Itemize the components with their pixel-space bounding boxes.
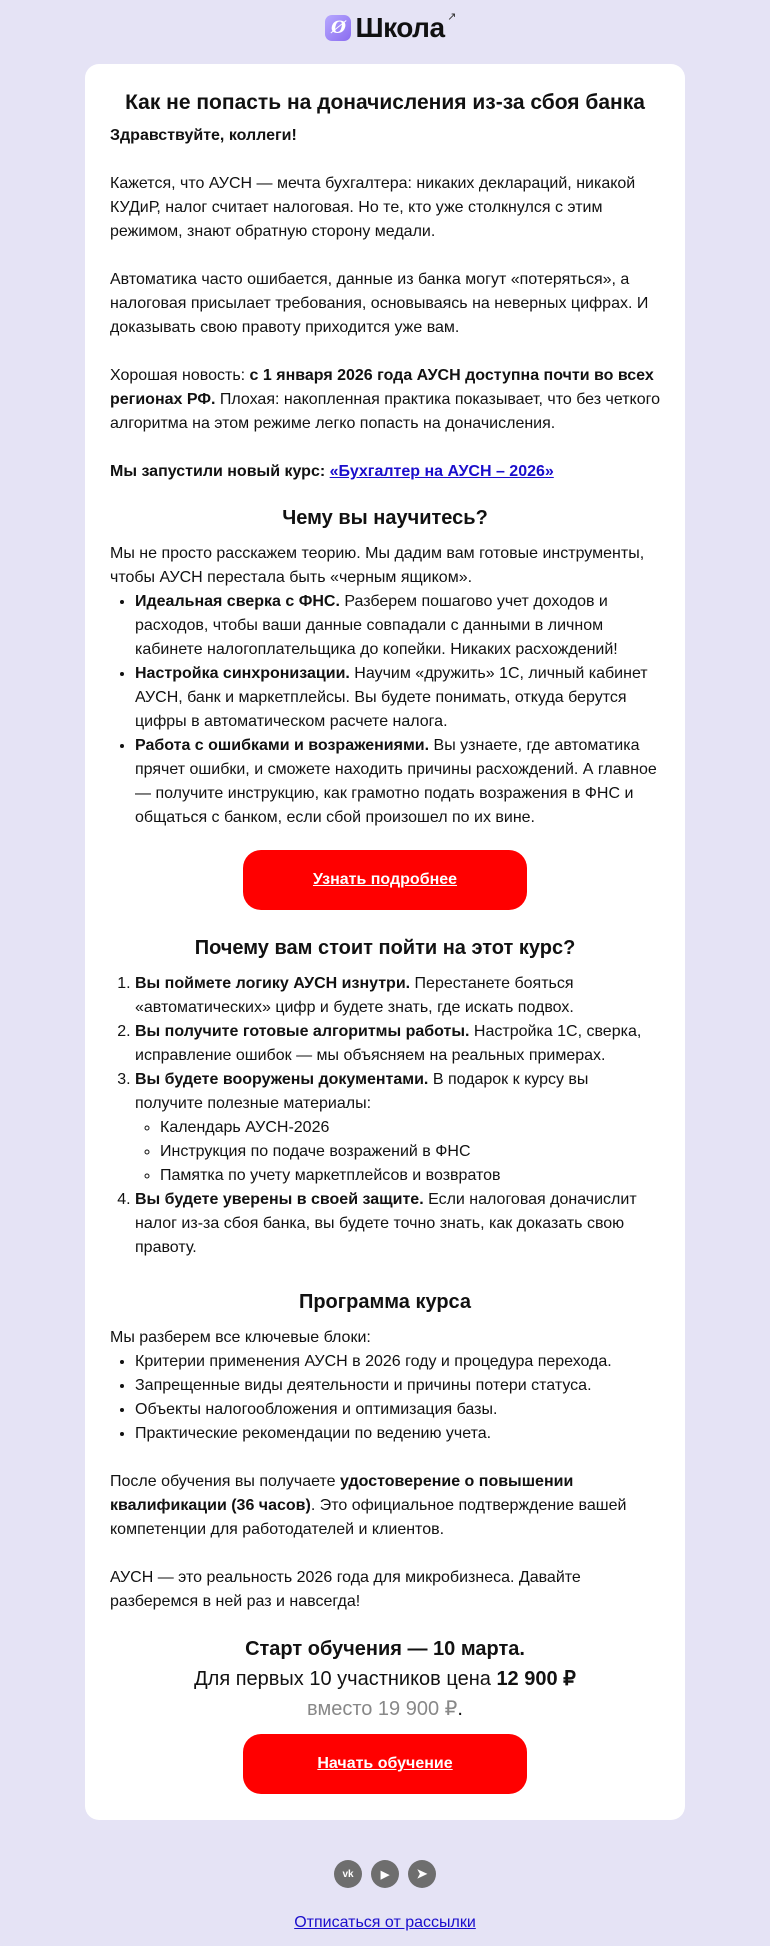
learn-title: Чему вы научитесь? [282, 507, 488, 529]
item-text: Вы узнаете, где автоматика прячет ошибки, и сможете находить причины расхождений. А главное — получите инструкцию, как грамотно подать возражения в ФНС и общаться с банком, если сбой произошел по их вине. [135, 737, 657, 826]
item-bold: Вы получите готовые алгоритмы работы. [135, 1023, 470, 1040]
list-item: ◦ Памятка по учету маркетплейсов и возвратов [160, 1164, 660, 1188]
why-list [110, 972, 660, 1260]
telegram-icon[interactable]: ➤ [408, 1860, 436, 1888]
news-paragraph [110, 364, 660, 436]
start-block [110, 1634, 660, 1724]
cert-suffix: . Это официальное подтверждение вашей компетенции для работодателей и клиентов. [110, 1497, 627, 1538]
item-bold: Вы будете уверены в своей защите. [135, 1191, 424, 1208]
item-text: Перестанете бояться «автоматических» цифр и будете знать, где искать подвох. [135, 975, 574, 1016]
start-title: Старт обучения — 10 марта. [245, 1638, 525, 1660]
social-links [0, 1860, 770, 1888]
old-price-line [110, 1694, 660, 1724]
news-prefix: Хорошая новость: [110, 367, 250, 384]
list-item [135, 662, 660, 734]
item-bold: Вы поймете логику АУСН изнутри. [135, 975, 411, 992]
list-item [135, 734, 660, 830]
list-item [135, 590, 660, 662]
arrow-corner-icon: ↗ [447, 11, 457, 23]
footer [0, 1860, 770, 1932]
old-price: вместо 19 900 ₽ [307, 1698, 458, 1720]
greeting: Здравствуйте, коллеги! [110, 127, 297, 144]
logo-mark-icon: Ø [325, 15, 351, 41]
news-suffix: Плохая: накопленная практика показывает, что без четкого алгоритма на этом режиме легко попасть на доначисления. [110, 391, 660, 432]
list-item: • Запрещенные виды деятельности и причины потери статуса. [135, 1374, 660, 1398]
learn-intro: Мы не просто расскажем теорию. Мы дадим вам готовые инструменты, чтобы АУСН перестала быть «черным ящиком». [110, 545, 645, 586]
item-text: Настройка 1С, сверка, исправление ошибок — мы объясняем на реальных примерах. [135, 1023, 642, 1064]
program-list [110, 1350, 660, 1446]
list-item: ◦ Инструкция по подаче возражений в ФНС [160, 1140, 660, 1164]
intro-paragraph-1: Кажется, что АУСН — мечта бухгалтера: никаких деклараций, никакой КУДиР, налог считает налоговая. Но те, кто уже столкнулся с этим режимом, знают обратную сторону медали. [110, 175, 636, 240]
item-text: В подарок к курсу вы получите полезные материалы: [135, 1071, 589, 1112]
start-learning-button[interactable]: Начать обучение [243, 1734, 527, 1794]
youtube-icon[interactable]: ▶ [371, 1860, 399, 1888]
list-item [135, 1188, 660, 1260]
learn-more-button[interactable]: Узнать подробнее [243, 850, 527, 910]
list-item [135, 972, 660, 1020]
learn-list [110, 590, 660, 830]
item-text: Научим «дружить» 1С, личный кабинет АУСН, банк и маркетплейсы. Вы будете понимать, откуда берутся цифры в автоматическом расчете налога. [135, 665, 648, 730]
email-card [85, 64, 685, 1820]
item-text: Разберем пошагово учет доходов и расходов, чтобы ваши данные совпадали с данными в личном кабинете налогоплательщика до копейки. Никаких расхождений! [135, 593, 618, 658]
header [0, 0, 770, 56]
vk-icon[interactable]: vk [334, 1860, 362, 1888]
item-bold: Настройка синхронизации. [135, 665, 350, 682]
program-intro: Мы разберем все ключевые блоки: [110, 1329, 371, 1346]
news-bold: с 1 января 2026 года АУСН доступна почти во всех регионах РФ. [110, 367, 654, 408]
item-text: Если налоговая доначислит налог из-за сбоя банка, вы будете точно знать, как доказать свою правоту. [135, 1191, 637, 1256]
materials-list [135, 1116, 660, 1188]
cert-bold: удостоверение о повышении квалификации (36 часов) [110, 1473, 574, 1514]
item-bold: Работа с ошибками и возражениями. [135, 737, 430, 754]
list-item: • Критерии применения АУСН в 2026 году и процедура перехода. [135, 1350, 660, 1374]
price-line [110, 1664, 660, 1694]
unsubscribe-link[interactable]: Отписаться от рассылки [294, 1914, 476, 1931]
cert-paragraph [110, 1470, 660, 1542]
cert-prefix: После обучения вы получаете [110, 1473, 340, 1490]
item-bold: Вы будете вооружены документами. [135, 1071, 429, 1088]
closing-paragraph: АУСН — это реальность 2026 года для микробизнеса. Давайте разберемся в ней раз и навсегда! [110, 1569, 581, 1610]
why-title: Почему вам стоит пойти на этот курс? [194, 937, 576, 959]
launch-prefix: Мы запустили новый курс: [110, 463, 330, 480]
email-title: Как не попасть на доначисления из-за сбоя банка [125, 91, 645, 114]
logo[interactable] [325, 11, 457, 44]
list-item [135, 1020, 660, 1068]
list-item [135, 1068, 660, 1188]
list-item: ◦ Календарь АУСН-2026 [160, 1116, 660, 1140]
price-prefix: Для первых 10 участников цена [194, 1668, 497, 1690]
course-link[interactable]: «Бухгалтер на АУСН – 2026» [329, 463, 554, 480]
logo-text: Школа [355, 12, 445, 43]
list-item: • Объекты налогообложения и оптимизация базы. [135, 1398, 660, 1422]
launch-paragraph [110, 460, 660, 484]
item-bold: Идеальная сверка с ФНС. [135, 593, 340, 610]
old-price-suffix: . [457, 1698, 463, 1720]
price-value: 12 900 ₽ [496, 1668, 576, 1690]
list-item: • Практические рекомендации по ведению учета. [135, 1422, 660, 1446]
intro-paragraph-2: Автоматика часто ошибается, данные из банка могут «потеряться», а налоговая присылает требования, основываясь на неверных цифрах. И доказывать свою правоту приходится уже вам. [110, 271, 649, 336]
program-title: Программа курса [298, 1291, 472, 1313]
